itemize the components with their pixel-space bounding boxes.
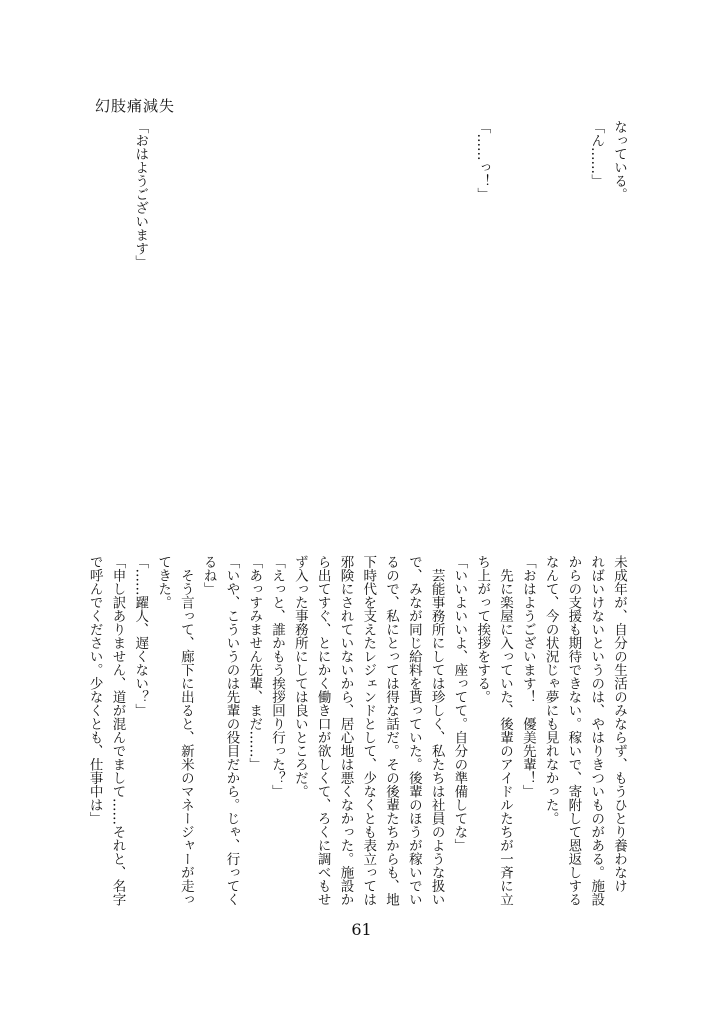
text-line <box>288 120 311 498</box>
text-line: 芸能事務所にしては珍しく、私たちは社員のような扱い <box>428 555 445 906</box>
text-line: ず入った事務所にしては良いところだ。 <box>291 555 308 798</box>
text-line: 未成年が、自分の生活のみならず、もうひとり養わなけ <box>611 555 627 893</box>
text-line <box>539 120 562 498</box>
text-line <box>516 120 539 498</box>
text-line: 「おはようございます！ 優美先輩！」 <box>519 555 536 798</box>
text-line <box>174 120 197 498</box>
text-line <box>562 120 585 498</box>
text-line: 「……っ！」 <box>474 120 491 201</box>
text-line <box>448 120 471 498</box>
text-line <box>265 120 288 498</box>
text-line <box>356 120 379 498</box>
text-line: てきた。 <box>155 555 172 609</box>
text-line: るね」 <box>200 555 217 596</box>
text-line <box>197 120 220 498</box>
text-line: そう言って、廊下に出ると、新米のマネージャーが走っ <box>177 555 194 906</box>
text-line: で、みなが同じ給料を貰っていた。後輩のほうが稼いでい <box>405 555 422 906</box>
text-line <box>379 120 402 498</box>
text-line: 「申し訳ありません、道が混んでまして……それと、名字 <box>109 555 126 906</box>
text-line: 「あっすみません先輩、まだ……」 <box>246 555 263 771</box>
text-line <box>311 120 334 498</box>
text-line: 邪険にされていないから、居心地は悪くなかった。施設か <box>337 555 354 906</box>
text-line <box>402 120 425 498</box>
text-line <box>334 120 357 498</box>
text-line: なんて、今の状況じゃ夢にも見れなかった。 <box>542 555 559 825</box>
text-line: で呼んでください。少なくとも、仕事中は」 <box>86 555 103 825</box>
text-line <box>151 120 174 498</box>
text-line: 「えっと、誰かもう挨拶回り行った？」 <box>269 555 286 798</box>
text-line <box>493 120 516 498</box>
text-line: 「ん……」 <box>588 120 605 188</box>
text-line: 「おはようございます」 <box>132 120 149 269</box>
text-line: 「……躍人、遅くない？」 <box>132 555 149 717</box>
text-line: るので、私にとっては得な話だ。その後輩たちからも、地 <box>383 555 400 906</box>
text-line: 「いいよいいよ、座ってて。自分の準備してな」 <box>451 555 468 852</box>
page-number: 61 <box>351 920 372 939</box>
text-line: ればいけないというのは、やはりきついものがある。施設 <box>588 555 605 906</box>
text-line: 先に楽屋に入っていた、後輩のアイドルたちが一斉に立 <box>497 555 514 906</box>
text-line <box>425 120 448 498</box>
upper-text-block <box>128 120 630 498</box>
text-line <box>242 120 265 498</box>
text-line: ら出てすぐ、とにかく働き口が欲しくて、ろくに調べもせ <box>314 555 331 906</box>
text-line: 下時代を支えたレジェンドとして、少なくとも表立っては <box>360 555 377 906</box>
text-line: 「いや、こういうのは先輩の役目だから。じゃ、行ってく <box>223 555 240 906</box>
running-header: 幻肢痛減失 <box>95 97 176 115</box>
text-line: ち上がって挨拶をする。 <box>474 555 491 704</box>
text-line <box>220 120 243 498</box>
text-line: なっている。 <box>611 120 627 201</box>
text-line: からの支援も期待できない。稼いで、寄附して恩返しする <box>565 555 582 906</box>
lower-text-block <box>83 555 630 910</box>
